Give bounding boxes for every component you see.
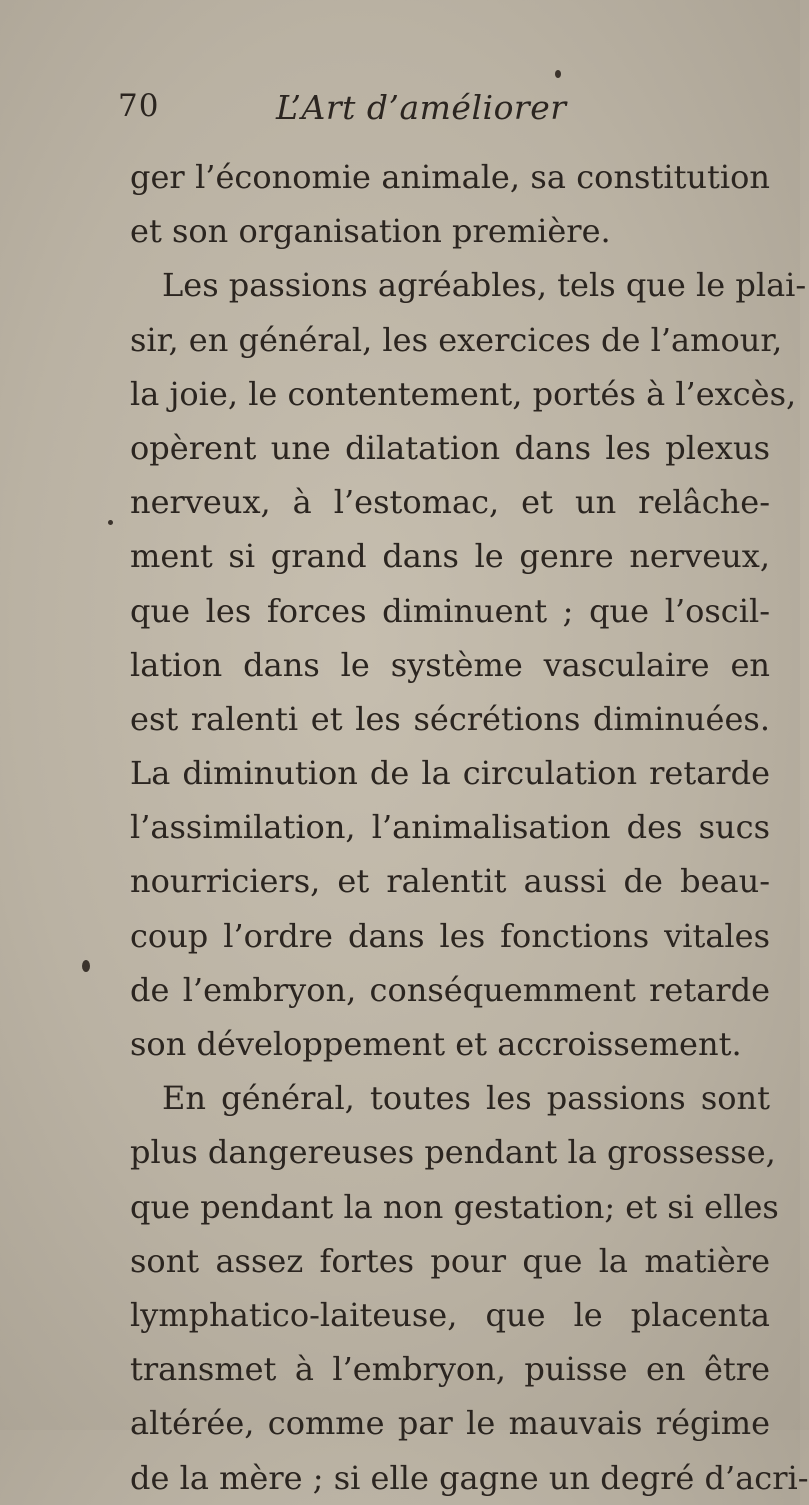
text-line: que les forces diminuent ; que l’oscil- — [130, 591, 770, 630]
text-line: ment si grand dans le genre nerveux, — [130, 537, 770, 576]
text-line: la joie, le contentement, portés à l’excès, — [130, 374, 797, 413]
text-line: opèrent une dilatation dans les plexus — [130, 428, 770, 467]
ink-speck — [82, 960, 90, 972]
text-line: La diminution de la circulation retarde — [130, 754, 770, 793]
text-line: et son organisation première. — [130, 212, 611, 251]
text-line: altérée, comme par le mauvais régime — [130, 1404, 770, 1443]
text-line: transmet à l’embryon, puisse en être — [130, 1350, 770, 1389]
text-line: que pendant la non gestation; et si elles — [130, 1187, 779, 1226]
text-line: nerveux, à l’estomac, et un relâche- — [130, 483, 770, 522]
page-number: 70 — [118, 88, 160, 124]
text-line: coup l’ordre dans les fonctions vitales — [130, 916, 770, 955]
text-line: En général, toutes les passions sont — [162, 1079, 770, 1118]
ink-speck — [555, 70, 561, 78]
text-line: est ralenti et les sécrétions diminuées. — [130, 699, 770, 738]
text-line: plus dangereuses pendant la grossesse, — [130, 1133, 776, 1172]
text-line: de la mère ; si elle gagne un degré d’acri- — [130, 1458, 809, 1497]
text-line: ger l’économie animale, sa constitution — [130, 158, 770, 196]
text-line: son développement et accroissement. — [130, 1025, 742, 1063]
text-line: lymphatico-laiteuse, que le placenta — [130, 1295, 770, 1334]
text-line: sir, en général, les exercices de l’amour, — [130, 320, 783, 359]
text-line: lation dans le système vasculaire en — [130, 645, 770, 684]
body-text — [130, 150, 809, 1505]
running-title: L’Art d’améliorer — [276, 88, 567, 127]
text-line: sont assez fortes pour que la matière — [130, 1241, 770, 1280]
text-line: nourriciers, et ralentit aussi de beau- — [130, 862, 770, 901]
ink-speck — [108, 520, 113, 525]
text-line: l’assimilation, l’animalisation des sucs — [130, 808, 770, 847]
page-header — [118, 88, 758, 138]
text-line: de l’embryon, conséquemment retarde — [130, 970, 770, 1009]
text-line: Les passions agréables, tels que le plai- — [162, 266, 807, 305]
